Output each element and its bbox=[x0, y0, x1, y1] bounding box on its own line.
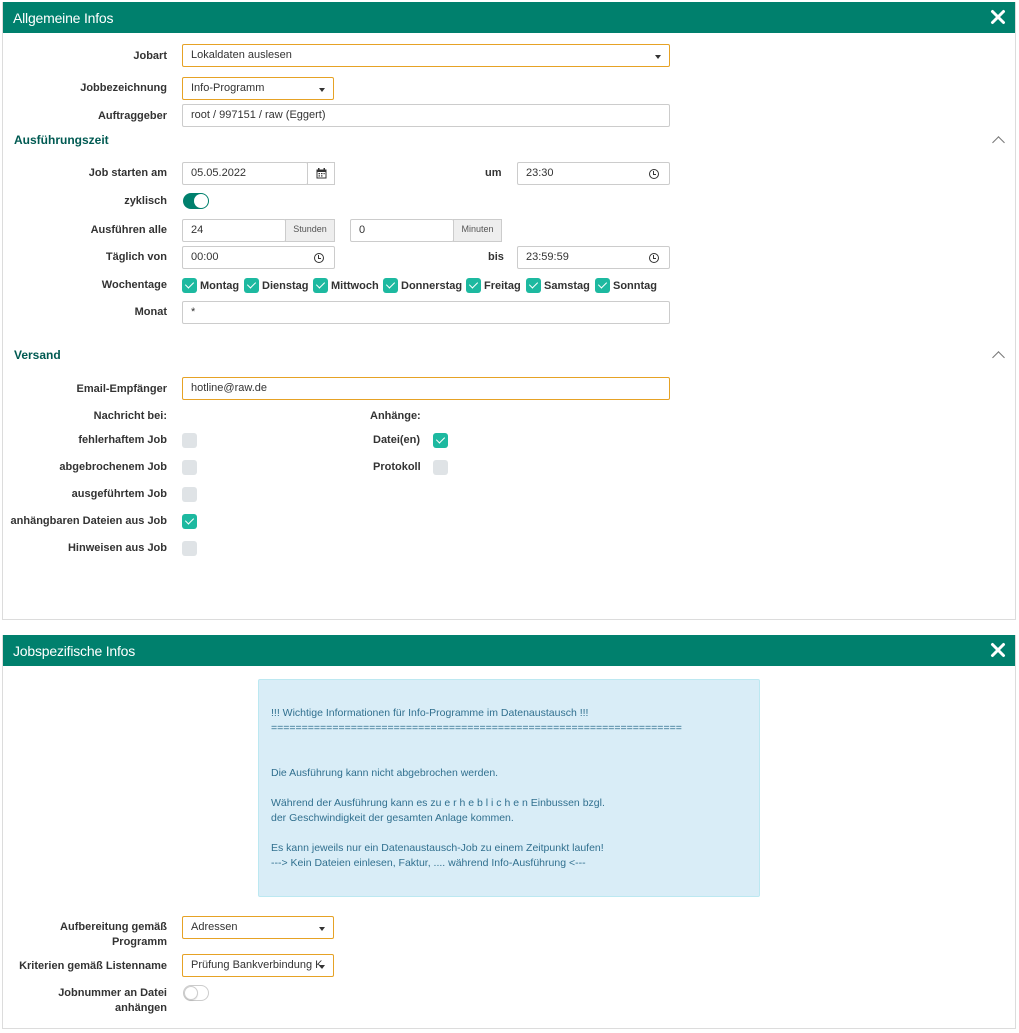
zyklisch-toggle[interactable] bbox=[183, 193, 209, 209]
checkbox-abgebrochenem-job[interactable] bbox=[182, 460, 197, 475]
job-starten-date-value: 05.05.2022 bbox=[191, 167, 247, 179]
checkbox-fehlerhaftem-job[interactable] bbox=[182, 433, 197, 448]
zyklisch-label: zyklisch bbox=[124, 195, 167, 207]
checkbox-sonntag[interactable] bbox=[595, 278, 610, 293]
aufbereitung-value: Adressen bbox=[191, 921, 238, 933]
panel-allgemeine-infos bbox=[2, 2, 1016, 620]
wochentag-label-montag: Montag bbox=[200, 280, 240, 292]
nachricht-label-hinweise: Hinweisen aus Job bbox=[67, 542, 167, 554]
um-label: um bbox=[485, 167, 502, 179]
um-time-input[interactable] bbox=[517, 162, 670, 185]
chevron-up-icon[interactable] bbox=[992, 351, 1005, 364]
jobbezeichnung-select[interactable] bbox=[182, 77, 334, 100]
wochentag-label-dienstag: Dienstag bbox=[262, 280, 309, 292]
checkbox-mittwoch[interactable] bbox=[313, 278, 328, 293]
section-title-ausfuehrungszeit: Ausführungszeit bbox=[14, 133, 109, 147]
bis-time-value: 23:59:59 bbox=[526, 251, 569, 263]
stunden-value: 24 bbox=[191, 224, 204, 236]
kriterien-label: Kriterien gemäß Listenname bbox=[19, 960, 167, 972]
aufbereitung-label-1: Aufbereitung gemäß bbox=[60, 921, 167, 933]
info-line bbox=[271, 736, 747, 751]
bis-label: bis bbox=[488, 251, 504, 263]
calendar-icon bbox=[316, 168, 327, 179]
taeglich-von-value: 00:00 bbox=[191, 251, 219, 263]
anhang-label-protokoll: Protokoll bbox=[373, 461, 421, 473]
um-time-value: 23:30 bbox=[526, 167, 554, 179]
nachricht-label-ausgefuehrt: ausgeführtem Job bbox=[71, 488, 167, 500]
email-field[interactable] bbox=[182, 377, 670, 400]
toggle-knob bbox=[184, 986, 198, 1000]
email-value: hotline@raw.de bbox=[191, 382, 267, 394]
aufbereitung-label-2: Programm bbox=[111, 936, 167, 948]
jobart-value: Lokaldaten auslesen bbox=[191, 49, 292, 61]
stunden-input[interactable] bbox=[182, 219, 286, 242]
job-starten-date-input[interactable] bbox=[182, 162, 308, 185]
panel-title: Jobspezifische Infos bbox=[13, 643, 136, 659]
email-label: Email-Empfänger bbox=[76, 383, 167, 395]
checkbox-samstag[interactable] bbox=[526, 278, 541, 293]
chevron-down-icon bbox=[319, 927, 325, 931]
jobbezeichnung-label: Jobbezeichnung bbox=[80, 82, 167, 94]
minuten-unit: Minuten bbox=[453, 219, 502, 242]
jobart-select[interactable] bbox=[182, 44, 670, 67]
checkbox-protokoll[interactable] bbox=[433, 460, 448, 475]
chevron-down-icon bbox=[319, 965, 325, 969]
jobbezeichnung-value: Info-Programm bbox=[191, 82, 265, 94]
close-icon[interactable] bbox=[990, 9, 1006, 25]
info-line: Die Ausführung kann nicht abgebrochen werden. bbox=[271, 767, 499, 779]
bis-time-input[interactable] bbox=[517, 246, 670, 269]
checkbox-donnerstag[interactable] bbox=[383, 278, 398, 293]
checkbox-montag[interactable] bbox=[182, 278, 197, 293]
monat-value: * bbox=[191, 306, 196, 318]
clock-icon bbox=[649, 169, 659, 179]
checkbox-anhaengbaren-dateien[interactable] bbox=[182, 514, 197, 529]
monat-label: Monat bbox=[134, 306, 167, 318]
info-line: ---> Kein Dateien einlesen, Faktur, .... während Info-Ausführung <--- bbox=[271, 857, 586, 869]
panel-header bbox=[3, 2, 1015, 33]
checkbox-ausgefuehrtem-job[interactable] bbox=[182, 487, 197, 502]
info-line: Es kann jeweils nur ein Datenaustausch-Job zu einem Zeitpunkt laufen! bbox=[271, 842, 604, 854]
stunden-unit: Stunden bbox=[285, 219, 335, 242]
calendar-button[interactable] bbox=[307, 162, 335, 185]
chevron-up-icon[interactable] bbox=[992, 136, 1005, 149]
toggle-knob bbox=[194, 194, 208, 208]
panel-header bbox=[3, 635, 1015, 666]
taeglich-von-label: Täglich von bbox=[105, 251, 167, 263]
wochentage-label: Wochentage bbox=[101, 279, 167, 291]
info-line bbox=[271, 781, 747, 796]
info-alert-box bbox=[258, 679, 760, 897]
info-line: =================================================================== bbox=[271, 722, 682, 734]
nachricht-bei-label: Nachricht bei: bbox=[93, 410, 167, 422]
clock-icon bbox=[314, 253, 324, 263]
anhang-label-dateien: Datei(en) bbox=[373, 434, 421, 446]
taeglich-von-input[interactable] bbox=[182, 246, 335, 269]
info-line: !!! Wichtige Informationen für Info-Programme im Datenaustausch !!! bbox=[271, 707, 589, 719]
info-line: Während der Ausführung kann es zu e r h e b l i c h e n Einbussen bzgl. bbox=[271, 797, 605, 809]
anhaenge-label: Anhänge: bbox=[370, 410, 421, 422]
checkbox-dienstag[interactable] bbox=[244, 278, 259, 293]
kriterien-select[interactable] bbox=[182, 954, 334, 977]
checkbox-freitag[interactable] bbox=[466, 278, 481, 293]
wochentag-label-sonntag: Sonntag bbox=[613, 280, 657, 292]
wochentag-label-mittwoch: Mittwoch bbox=[331, 280, 379, 292]
info-line: der Geschwindigkeit der gesamten Anlage kommen. bbox=[271, 812, 514, 824]
info-line bbox=[271, 826, 747, 841]
panel-jobspezifische-infos bbox=[2, 635, 1016, 1029]
nachricht-label-anhaengbar: anhängbaren Dateien aus Job bbox=[10, 515, 167, 527]
wochentag-label-freitag: Freitag bbox=[484, 280, 521, 292]
minuten-input[interactable] bbox=[350, 219, 454, 242]
checkbox-hinweisen-aus-job[interactable] bbox=[182, 541, 197, 556]
job-starten-label: Job starten am bbox=[88, 167, 167, 179]
wochentag-label-samstag: Samstag bbox=[544, 280, 590, 292]
close-icon[interactable] bbox=[990, 642, 1006, 658]
panel-title: Allgemeine Infos bbox=[13, 10, 114, 26]
minuten-value: 0 bbox=[359, 224, 366, 236]
checkbox-dateien[interactable] bbox=[433, 433, 448, 448]
kriterien-value: Prüfung Bankverbindung K bbox=[191, 959, 323, 971]
clock-icon bbox=[649, 253, 659, 263]
auftraggeber-label: Auftraggeber bbox=[97, 110, 167, 122]
chevron-down-icon bbox=[655, 55, 661, 59]
monat-field[interactable] bbox=[182, 301, 670, 324]
nachricht-label-fehlerhaft: fehlerhaftem Job bbox=[78, 434, 167, 446]
auftraggeber-field[interactable] bbox=[182, 104, 670, 127]
info-line bbox=[271, 751, 747, 766]
section-title-versand: Versand bbox=[14, 348, 61, 362]
chevron-down-icon bbox=[319, 88, 325, 92]
jobnummer-toggle[interactable] bbox=[183, 985, 209, 1001]
jobnummer-label-1: Jobnummer an Datei bbox=[58, 987, 167, 999]
aufbereitung-select[interactable] bbox=[182, 916, 334, 939]
jobnummer-label-2: anhängen bbox=[115, 1002, 167, 1014]
ausfuehren-alle-label: Ausführen alle bbox=[90, 224, 167, 236]
wochentag-label-donnerstag: Donnerstag bbox=[401, 280, 463, 292]
auftraggeber-value: root / 997151 / raw (Eggert) bbox=[191, 109, 326, 121]
jobart-label: Jobart bbox=[133, 50, 167, 62]
nachricht-label-abgebrochen: abgebrochenem Job bbox=[59, 461, 167, 473]
